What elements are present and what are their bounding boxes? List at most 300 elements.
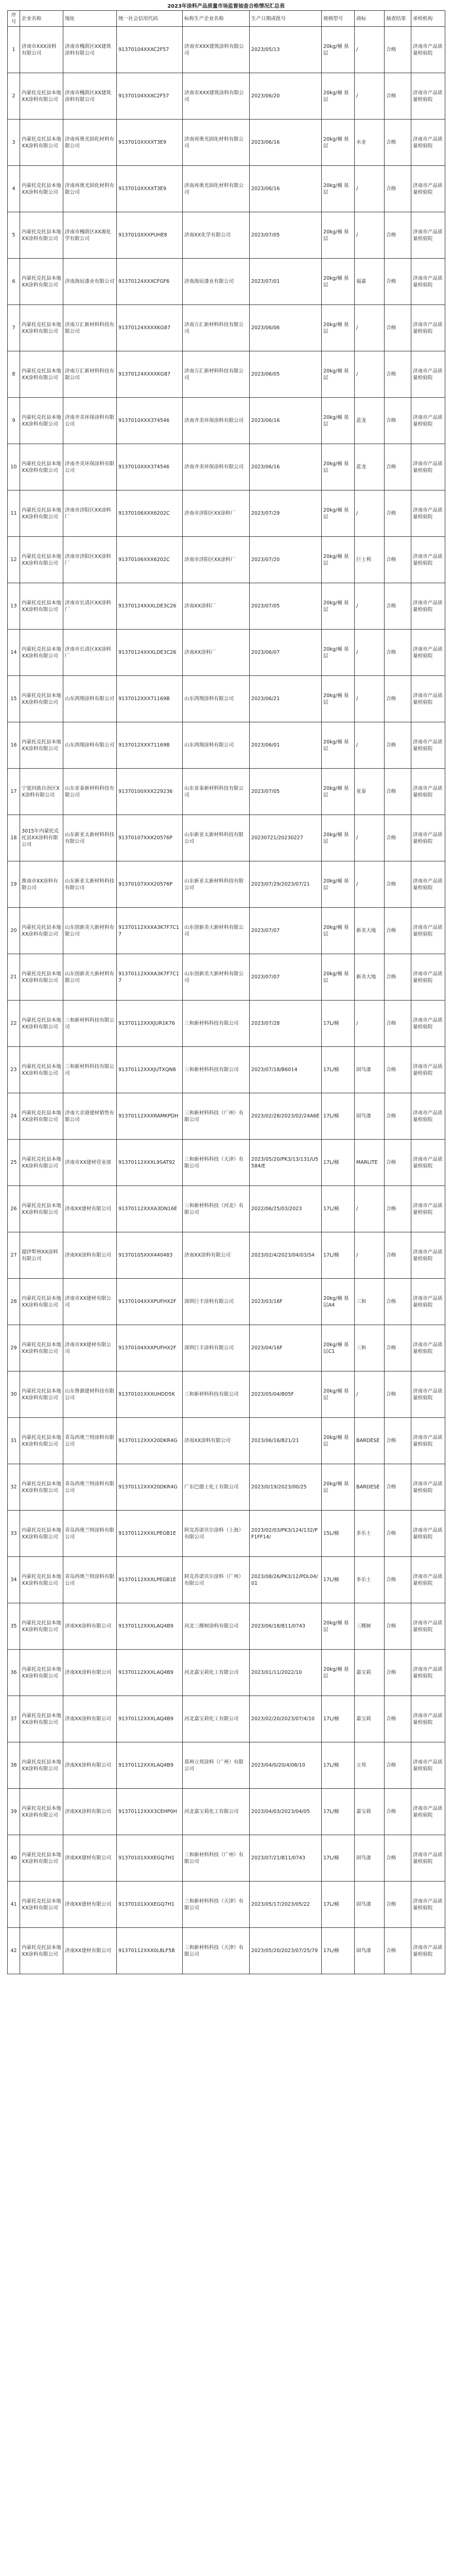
table-cell: 2023/02/20/2023/07/4/10	[250, 1696, 322, 1742]
table-cell: 济南市济阳区XX涂料厂	[183, 537, 250, 583]
table-row	[8, 1047, 445, 1093]
table-cell: 11	[8, 490, 20, 537]
table-cell: 济南市产品质量检验院	[411, 1418, 445, 1464]
table-cell: 济南市产品质量检验院	[411, 908, 445, 954]
table-cell: 2023/04/03/2023/04/05	[250, 1789, 322, 1835]
table-cell: 91370112XXXL9SAT92	[117, 1140, 183, 1186]
table-cell: 济南市产品质量检验院	[411, 1464, 445, 1511]
table-cell: 2023/07/01	[250, 259, 322, 305]
table-cell: 内蒙托克托县本地XX涂料有限公司	[20, 1418, 63, 1464]
table-row	[8, 305, 445, 351]
table-cell: 2023/06/05	[250, 351, 322, 398]
table-cell: 河北嘉宝莉化工有限公司	[183, 1789, 250, 1835]
table-cell: 山东鸿翔涂料有限公司	[183, 676, 250, 722]
table-cell: 13	[8, 583, 20, 630]
table-cell: 济南市产品质量检验院	[411, 1371, 445, 1418]
table-cell: 济南市产品质量检验院	[411, 1140, 445, 1186]
table-cell: 20kg/桶 基层	[322, 351, 355, 398]
table-cell: 济南市产品质量检验院	[411, 815, 445, 861]
table-cell: 济南市产品质量检验院	[411, 1696, 445, 1742]
table-cell: 合格	[385, 398, 411, 444]
table-cell: 2023/07/18/B6014	[250, 1047, 322, 1093]
table-cell: 内蒙托克托县本地XX涂料有限公司	[20, 305, 63, 351]
table-cell: 9137012XXX71169B	[117, 722, 183, 769]
table-cell: 3	[8, 120, 20, 166]
table-cell: 2023/07/20	[250, 537, 322, 583]
table-row	[8, 1464, 445, 1511]
table-row	[8, 1001, 445, 1047]
table-cell: 济南XX涂料有限公司	[63, 1696, 117, 1742]
table-cell: 济南齐美环保涂料有限公司	[63, 444, 117, 490]
table-row	[8, 1557, 445, 1603]
column-header: 序号	[8, 11, 20, 27]
summary-table-header-row	[8, 11, 445, 27]
table-cell: 合格	[385, 1696, 411, 1742]
table-row	[8, 398, 445, 444]
table-row	[8, 1093, 445, 1140]
table-cell: 合格	[385, 351, 411, 398]
table-cell: 合格	[385, 1650, 411, 1696]
table-cell: /	[355, 630, 385, 676]
table-cell: 山东创新美大新材料有限公司	[183, 954, 250, 1001]
table-cell: 20kg/桶 基层	[322, 259, 355, 305]
column-header: 生产日期或批号	[250, 11, 322, 27]
table-cell: 20kg/桶 基层	[322, 27, 355, 73]
table-cell: 39	[8, 1789, 20, 1835]
table-cell: 20kg/桶 基层	[322, 398, 355, 444]
table-cell: 91370104XXXC2F57	[117, 73, 183, 120]
table-cell: 2023/06/16	[250, 398, 322, 444]
table-cell: 蓝龙	[355, 398, 385, 444]
table-cell: 91370124XXXLDE3C26	[117, 630, 183, 676]
table-cell: 内蒙托克托县本地XX涂料有限公司	[20, 351, 63, 398]
table-cell: 35	[8, 1603, 20, 1650]
table-cell: 2023/06/01	[250, 722, 322, 769]
table-cell: 91370112XXX20DKR4G	[117, 1464, 183, 1511]
table-cell: 济南市产品质量检验院	[411, 1789, 445, 1835]
table-row	[8, 537, 445, 583]
table-row	[8, 630, 445, 676]
table-cell: /	[355, 1001, 385, 1047]
table-cell: 合格	[385, 120, 411, 166]
table-cell: 2023/05/20/PK3/13/131/U5584/E	[250, 1140, 322, 1186]
table-cell: 青岛西奥兰特涂料有限公司	[63, 1418, 117, 1464]
table-cell: 合格	[385, 1186, 411, 1232]
table-cell: 3015年内蒙托克托县XX涂料有限公司	[20, 815, 63, 861]
table-cell: MARLITE	[355, 1140, 385, 1186]
table-cell: 济南市XXX涂料有限公司	[20, 27, 63, 73]
table-cell: 91370107XXX20576P	[117, 815, 183, 861]
table-cell: /	[355, 166, 385, 212]
table-cell: 17L/桶	[322, 1928, 355, 1974]
table-cell: 91370104XXXPUFHX2F	[117, 1279, 183, 1325]
table-cell: 合格	[385, 444, 411, 490]
summary-table-title: 2023年涂料产品质量市场监督抽查合格情况汇总表	[167, 4, 285, 9]
table-cell: 2023/07/05	[250, 212, 322, 259]
table-row	[8, 954, 445, 1001]
table-cell: 固鸟漆	[355, 1093, 385, 1140]
table-cell: 2023/06/06	[250, 305, 322, 351]
table-cell: 8	[8, 351, 20, 398]
table-cell: 济南市产品质量检验院	[411, 120, 445, 166]
table-cell: 2023/04/16F	[250, 1325, 322, 1371]
table-cell: 内蒙托克托县本地XX涂料有限公司	[20, 1371, 63, 1418]
table-cell: 济南市产品质量检验院	[411, 490, 445, 537]
table-cell: 42	[8, 1928, 20, 1974]
table-cell: 济南齐美环保涂料有限公司	[183, 444, 250, 490]
table-cell: 20kg/桶 基层	[322, 490, 355, 537]
table-cell: 济南市产品质量检验院	[411, 1742, 445, 1789]
table-cell: 山东创新美大新材料有限公司	[63, 954, 117, 1001]
table-cell: 内蒙托克托县本地XX涂料有限公司	[20, 212, 63, 259]
table-cell: 20kg/桶 基层	[322, 212, 355, 259]
table-cell: 41	[8, 1882, 20, 1928]
table-cell: 济南市产品质量检验院	[411, 1047, 445, 1093]
table-cell: /	[355, 676, 385, 722]
table-cell: 20kg/桶 基层A4	[322, 1279, 355, 1325]
table-cell: 济南市长清区XX涂料厂	[63, 630, 117, 676]
table-cell: 20kg/桶 基层C1	[322, 1325, 355, 1371]
table-cell: 内蒙托克托县本地XX涂料有限公司	[20, 73, 63, 120]
table-cell: 20kg/桶 基层	[322, 815, 355, 861]
table-cell: 37	[8, 1696, 20, 1742]
table-cell: 深圳巨丰涂料有限公司	[183, 1279, 250, 1325]
table-cell: 济南再奥光固化材料有限公司	[63, 120, 117, 166]
table-cell: 19	[8, 861, 20, 908]
table-cell: 合格	[385, 73, 411, 120]
table-row	[8, 908, 445, 954]
table-cell: 内蒙托克托县本地XX涂料有限公司	[20, 722, 63, 769]
table-cell: 91370101XXXEGQ7H1	[117, 1882, 183, 1928]
column-header: 规格型号	[322, 11, 355, 27]
table-cell: 17L/桶	[322, 1835, 355, 1882]
table-row	[8, 583, 445, 630]
table-cell: 17L/桶	[322, 1696, 355, 1742]
table-cell: 2023/07/05	[250, 583, 322, 630]
table-cell: 多乐士	[355, 1511, 385, 1557]
table-cell: 山东新亚太新材料科技有限公司	[63, 815, 117, 861]
table-cell: 2023/04/0/20/4/08/10	[250, 1742, 322, 1789]
table-cell: 青岛西奥兰特涂料有限公司	[63, 1464, 117, 1511]
table-cell: 合格	[385, 1140, 411, 1186]
table-cell: /	[355, 861, 385, 908]
table-cell: 17L/桶	[322, 1742, 355, 1789]
table-cell: 内蒙托克托县本地XX涂料有限公司	[20, 1835, 63, 1882]
table-cell: /	[355, 305, 385, 351]
table-cell: /	[355, 722, 385, 769]
table-cell: 内蒙托克托县本地XX涂料有限公司	[20, 1186, 63, 1232]
table-row	[8, 1789, 445, 1835]
table-cell: 济南XX建材有限公司	[63, 1186, 117, 1232]
table-cell: 2023/06/20	[250, 73, 322, 120]
table-cell: 嘉宝莉	[355, 1696, 385, 1742]
table-cell: 合格	[385, 1232, 411, 1279]
table-cell: 多乐士	[355, 1557, 385, 1603]
table-cell: 2	[8, 73, 20, 120]
table-cell: 合格	[385, 1464, 411, 1511]
table-cell: 内蒙托克托县本地XX涂料有限公司	[20, 630, 63, 676]
table-cell: 2023/02/03/PK3/124/132/PF1FF14/	[250, 1511, 322, 1557]
table-row	[8, 1650, 445, 1696]
table-cell: 合格	[385, 1093, 411, 1140]
table-cell: 三和	[355, 1325, 385, 1371]
table-cell: 济南再奥光固化材料有限公司	[63, 166, 117, 212]
table-cell: 济南市产品质量检验院	[411, 444, 445, 490]
table-cell: 郑州立邦涂料（广州）有限公司	[183, 1742, 250, 1789]
table-cell: 15	[8, 676, 20, 722]
table-row	[8, 769, 445, 815]
table-cell: 91370112XXXLAQ4B9	[117, 1696, 183, 1742]
table-cell: 2023/03/16F	[250, 1279, 322, 1325]
table-cell: 20kg/桶 基层	[322, 73, 355, 120]
table-cell: 新美大地	[355, 954, 385, 1001]
table-cell: 新美大地	[355, 908, 385, 954]
table-cell: 固鸟漆	[355, 1835, 385, 1882]
table-cell: 合格	[385, 166, 411, 212]
table-cell: 2023/02/4/2023/04/03/S4	[250, 1232, 322, 1279]
table-cell: 济南市槐荫区XX建筑涂料有限公司	[63, 27, 117, 73]
table-cell: 深圳巨丰涂料有限公司	[183, 1325, 250, 1371]
table-cell: 合格	[385, 259, 411, 305]
table-row	[8, 1418, 445, 1464]
table-cell: 4	[8, 166, 20, 212]
table-cell: 宁夏回族自治区XX涂料有限公司	[20, 769, 63, 815]
table-cell: 91370112XXXLAQ4B9	[117, 1603, 183, 1650]
table-cell: 40	[8, 1835, 20, 1882]
table-cell: 济南市产品质量检验院	[411, 398, 445, 444]
table-cell: 内蒙托克托县本地XX涂料有限公司	[20, 1603, 63, 1650]
table-cell: 9	[8, 398, 20, 444]
table-cell: 内蒙托克托县本地XX涂料有限公司	[20, 1279, 63, 1325]
table-cell: 济南市槐荫区XX源化学有限公司	[63, 212, 117, 259]
table-cell: 合格	[385, 861, 411, 908]
table-cell: 24	[8, 1093, 20, 1140]
table-cell: 合格	[385, 583, 411, 630]
table-cell: 济南市产品质量检验院	[411, 1232, 445, 1279]
table-cell: 济南XX建材有限公司	[63, 1882, 117, 1928]
table-row	[8, 444, 445, 490]
table-cell: 9137010XXX374546	[117, 398, 183, 444]
column-header: 抽查结果	[385, 11, 411, 27]
table-cell: 内蒙托克托县本地XX涂料有限公司	[20, 1511, 63, 1557]
table-cell: 2023/0/19/2023/00/25	[250, 1464, 322, 1511]
table-cell: 9137010XXXPUHE8	[117, 212, 183, 259]
table-cell: 合格	[385, 1418, 411, 1464]
table-row	[8, 490, 445, 537]
table-cell: 内蒙托克托县本地XX涂料有限公司	[20, 444, 63, 490]
table-cell: 18	[8, 815, 20, 861]
table-cell: 内蒙托克托县本地XX涂料有限公司	[20, 1001, 63, 1047]
table-cell: 济南市产品质量检验院	[411, 537, 445, 583]
table-cell: 内蒙托克托县本地XX涂料有限公司	[20, 1742, 63, 1789]
table-cell: 91370112XXXLPEGB1E	[117, 1557, 183, 1603]
table-cell: 内蒙托克托县本地XX涂料有限公司	[20, 537, 63, 583]
table-cell: 济南齐美环保涂料有限公司	[63, 398, 117, 444]
table-cell: 26	[8, 1186, 20, 1232]
table-cell: /	[355, 212, 385, 259]
table-cell: 内蒙托克托县本地XX涂料有限公司	[20, 954, 63, 1001]
table-cell: 91370104XXXPUFHX2F	[117, 1325, 183, 1371]
table-row	[8, 1140, 445, 1186]
table-cell: 济南万汇新材料科技有限公司	[63, 351, 117, 398]
table-cell: 内蒙托克托县本地XX涂料有限公司	[20, 1696, 63, 1742]
table-cell: 91370112XXX0L8LF5B	[117, 1928, 183, 1974]
table-cell: 20kg/桶 基层	[322, 166, 355, 212]
table-row	[8, 259, 445, 305]
table-cell: 91370124XXXCFGF6	[117, 259, 183, 305]
table-cell: 20kg/桶 基层	[322, 861, 355, 908]
table-cell: 2023/07/21/B11/0743	[250, 1835, 322, 1882]
table-row	[8, 73, 445, 120]
table-cell: 济南万汇新材料科技有限公司	[183, 351, 250, 398]
table-cell: 济南XX建材有限公司	[63, 1835, 117, 1882]
table-row	[8, 1928, 445, 1974]
table-row	[8, 166, 445, 212]
table-cell: 济南市产品质量检验院	[411, 1279, 445, 1325]
table-cell: 内蒙托克托县本地XX涂料有限公司	[20, 908, 63, 954]
table-cell: 合格	[385, 305, 411, 351]
table-cell: /	[355, 583, 385, 630]
table-cell: 15L/桶	[322, 1511, 355, 1557]
table-cell: 91370104XXXC2F57	[117, 27, 183, 73]
table-cell: 2022/06/25/03/2023	[250, 1186, 322, 1232]
table-row	[8, 120, 445, 166]
table-cell: 34	[8, 1557, 20, 1603]
table-cell: 济南市产品质量检验院	[411, 1835, 445, 1882]
table-cell: 固鸟漆	[355, 1882, 385, 1928]
table-cell: 青岛西奥兰特涂料有限公司	[63, 1511, 117, 1557]
table-cell: 济南市产品质量检验院	[411, 1650, 445, 1696]
table-cell: 济南XX涂料厂	[183, 630, 250, 676]
table-cell: 阿克苏诺贝尔涂料（广州）有限公司	[183, 1557, 250, 1603]
table-cell: 9137012XXX71169B	[117, 676, 183, 722]
table-cell: 济南XX涂料有限公司	[183, 1418, 250, 1464]
table-cell: 立邦	[355, 1742, 385, 1789]
table-cell: 17L/桶	[322, 1232, 355, 1279]
table-cell: 2023/07/07	[250, 954, 322, 1001]
table-cell: 2023/05/17/2023/05/22	[250, 1882, 322, 1928]
table-cell: 合格	[385, 722, 411, 769]
table-cell: 20kg/桶 基层	[322, 769, 355, 815]
table-cell: 内蒙托克托县本地XX涂料有限公司	[20, 1928, 63, 1974]
table-row	[8, 1279, 445, 1325]
table-cell: 17L/桶	[322, 1557, 355, 1603]
table-cell: 2023/06/16	[250, 166, 322, 212]
table-cell: 合格	[385, 676, 411, 722]
table-row	[8, 676, 445, 722]
column-header: 地址	[63, 11, 117, 27]
table-cell: 济南万汇新材料科技有限公司	[183, 305, 250, 351]
table-cell: 嘉宝莉	[355, 1789, 385, 1835]
table-cell: 91370107XXX20576P	[117, 861, 183, 908]
table-cell: 合格	[385, 769, 411, 815]
table-row	[8, 1696, 445, 1742]
table-cell: 淮南市XX涂料有限公司	[20, 861, 63, 908]
table-cell: 内蒙托克托县本地XX涂料有限公司	[20, 1464, 63, 1511]
table-cell: 33	[8, 1511, 20, 1557]
table-cell: 2023/05/04/B05F	[250, 1371, 322, 1418]
table-row	[8, 1835, 445, 1882]
table-cell: 三和新材料科技（河北）有限公司	[183, 1186, 250, 1232]
table-cell: 20kg/桶 基层	[322, 120, 355, 166]
table-cell: 91370112XXXLAQ4B9	[117, 1650, 183, 1696]
table-cell: 30	[8, 1371, 20, 1418]
table-cell: 济南市产品质量检验院	[411, 1928, 445, 1974]
table-cell: 91370106XXX6202C	[117, 537, 183, 583]
table-cell: 山东鲁源建材科技有限公司	[63, 1371, 117, 1418]
table-cell: 济南XX化学有限公司	[183, 212, 250, 259]
table-cell: 合格	[385, 1789, 411, 1835]
table-row	[8, 27, 445, 73]
table-cell: 济南市产品质量检验院	[411, 861, 445, 908]
table-cell: 17L/桶	[322, 1001, 355, 1047]
table-cell: 38	[8, 1742, 20, 1789]
table-cell: 济南XX涂料有限公司	[63, 1603, 117, 1650]
table-cell: 91370100XXX229236	[117, 769, 183, 815]
table-cell: 内蒙托克托县本地XX涂料有限公司	[20, 1140, 63, 1186]
table-cell: 20230721/20230227	[250, 815, 322, 861]
table-cell: 5	[8, 212, 20, 259]
table-cell: 91370112XXX20DKR4G	[117, 1418, 183, 1464]
table-cell: 固鸟漆	[355, 1928, 385, 1974]
table-cell: 济南XX建材有限公司	[63, 1928, 117, 1974]
table-row	[8, 1186, 445, 1232]
table-cell: 蓝龙	[355, 444, 385, 490]
table-cell: 10	[8, 444, 20, 490]
table-cell: 20kg/桶 基层	[322, 1603, 355, 1650]
table-cell: 17L/桶	[322, 1882, 355, 1928]
table-cell: 91370112XXXA3K7F7C17	[117, 908, 183, 954]
table-cell: 济南XX涂料有限公司	[63, 1742, 117, 1789]
table-row	[8, 722, 445, 769]
table-cell: 2023/06/21	[250, 676, 322, 722]
table-cell: 济南市槐荫区XX建筑涂料有限公司	[63, 73, 117, 120]
table-cell: 超伊犁州XX涂料有限公司	[20, 1232, 63, 1279]
table-cell: 20kg/桶 基层	[322, 1418, 355, 1464]
table-row	[8, 1511, 445, 1557]
inspection-summary-section	[7, 3, 445, 1974]
table-cell: 济南市产品质量检验院	[411, 1882, 445, 1928]
table-cell: 河北嘉宝莉化工有限公司	[183, 1650, 250, 1696]
table-cell: 济南XX涂料有限公司	[63, 1650, 117, 1696]
table-cell: 20kg/桶 基层	[322, 583, 355, 630]
table-cell: 合格	[385, 630, 411, 676]
table-cell: 合格	[385, 1882, 411, 1928]
table-cell: /	[355, 351, 385, 398]
table-cell: 内蒙托克托县本地XX涂料有限公司	[20, 490, 63, 537]
table-cell: 济南市产品质量检验院	[411, 1603, 445, 1650]
table-cell: 9137010XXXXT3E9	[117, 120, 183, 166]
table-cell: 合格	[385, 1742, 411, 1789]
table-cell: 28	[8, 1279, 20, 1325]
table-cell: 山东亚泰新材料科技有限公司	[63, 769, 117, 815]
table-cell: 91370124XXXLDE3C26	[117, 583, 183, 630]
table-cell: 合格	[385, 1557, 411, 1603]
table-cell: 济南市产品质量检验院	[411, 1511, 445, 1557]
table-cell: 济南市产品质量检验院	[411, 1001, 445, 1047]
table-cell: 32	[8, 1464, 20, 1511]
table-row	[8, 1882, 445, 1928]
table-cell: /	[355, 27, 385, 73]
table-cell: 16	[8, 722, 20, 769]
table-cell: 91370112XXX3CEHP0H	[117, 1789, 183, 1835]
table-cell: 三和新材料科技（广州）有限公司	[183, 1093, 250, 1140]
table-cell: /	[355, 815, 385, 861]
table-cell: 济南市长清区XX涂料厂	[63, 583, 117, 630]
table-cell: 2023/05/20/2023/07/25/79	[250, 1928, 322, 1974]
summary-table	[7, 10, 445, 1974]
table-row	[8, 1742, 445, 1789]
